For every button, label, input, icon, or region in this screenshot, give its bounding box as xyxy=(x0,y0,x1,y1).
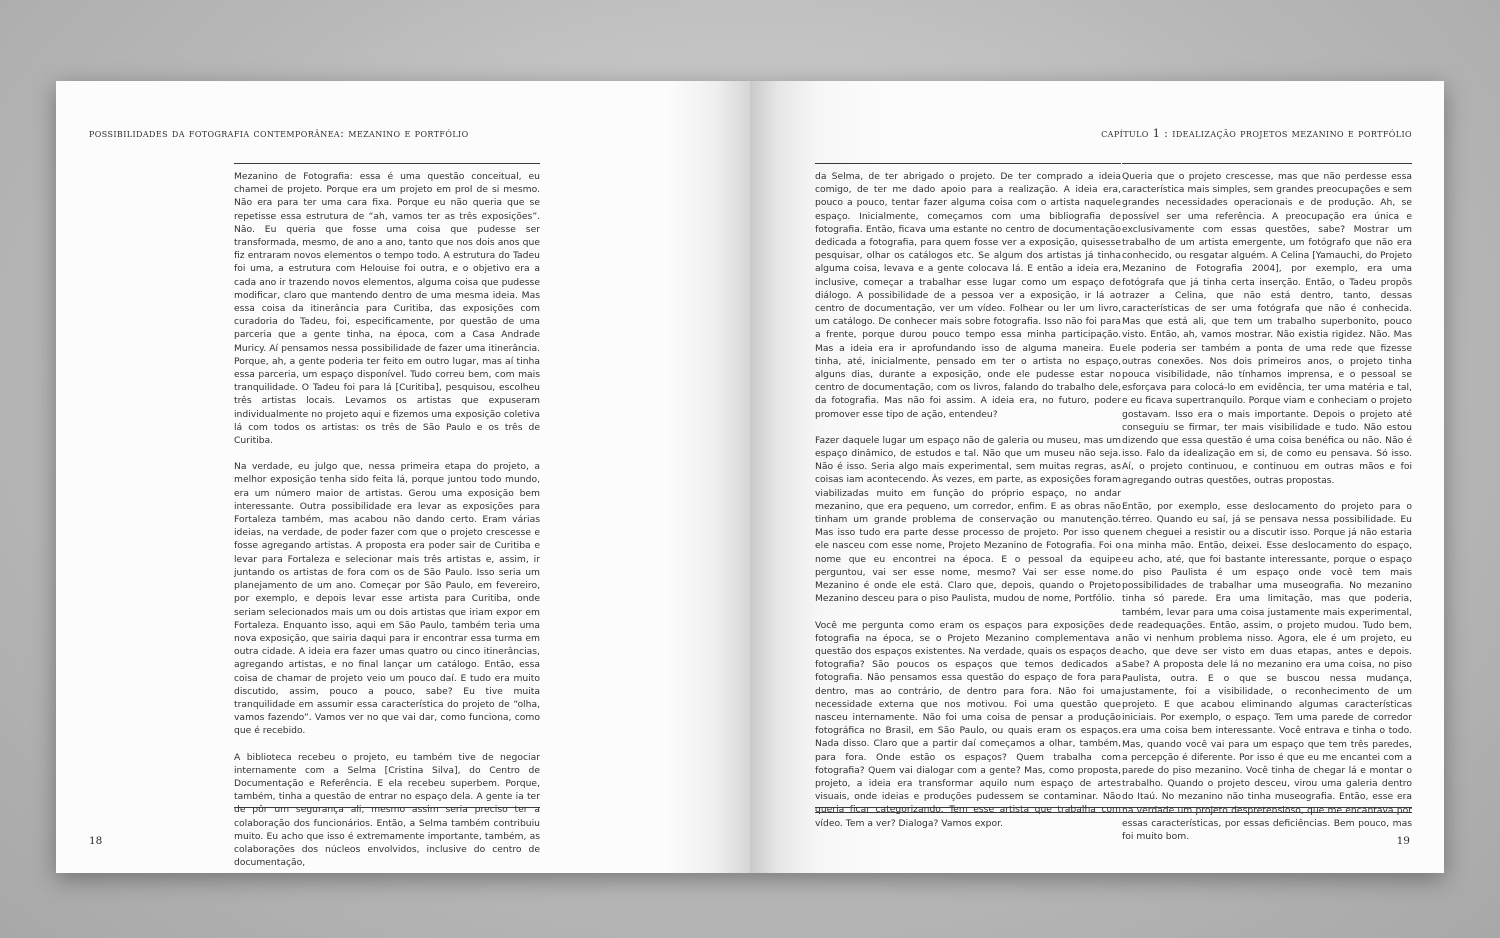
right-text-column-1 xyxy=(815,163,1121,830)
page-number-left: 18 xyxy=(89,835,103,847)
top-rule xyxy=(1122,163,1412,164)
bottom-double-rule xyxy=(815,807,1412,813)
running-header-right: capítulo 1 : idealização projetos mezanino e portfólio xyxy=(1101,127,1412,140)
paragraph: Você me pergunta como eram os espaços para exposições de fotografia na época, se o Projeto Mezanino complementava a questão dos espaços existentes. Na verdade, quais os espaços de fotografia? São poucos os espaços que temos dedicados a fotografia. Não pensamos essa questão do espaço de fora para dentro, mas ao contrário, de dentro para fora. Não foi uma necessidade externa que nos motivou. Foi uma questão que nasceu internamente. Não foi uma coisa de pensar a produção fotográfica no Brasil, em São Paulo, ou quais eram os espaços. Nada disso. Claro que a partir daí começamos a olhar, também, para fora. Onde estão os espaços? Quem trabalha com fotografia? Quem vai dialogar com a gente? Mas, como proposta, projeto, a ideia era transformar aquilo num espaço de artes visuais, onde ideias e produções pudessem se contaminar. Não queria ficar categorizando. Tem esse artista que trabalha com vídeo. Tem a ver? Dialoga? Vamos expor. xyxy=(815,619,1121,829)
paragraph: Então, por exemplo, esse deslocamento do projeto para o térreo. Quando eu saí, já se pensava nessa possibilidade. Eu nem cheguei a resistir ou a discutir isso. Porque já não estaria na minha mão. Então, deixei. Esse deslocamento do espaço, eu acho, até, que foi bastante interessante, porque o espaço do piso Paulista é um espaço onde você tem mais possibilidades de trabalhar uma museografia. No mezanino tinha só parede. Era uma limitação, mas que poderia, também, levar para uma coisa justamente mais experimental, de readequações. Então, assim, o projeto mudou. Tudo bem, não vi nenhum problema nisso. Agora, ele é um projeto, eu acho, que deve ser visto em duas etapas, antes e depois. Sabe? A proposta dele lá no mezanino era uma coisa, no piso Paulista, outra. E o que se buscou nessa mudança, justamente, foi a visibilidade, o reconhecimento de um projeto. E que acabou eliminando algumas características iniciais. Por exemplo, o espaço. Tem uma parede de corredor era uma coisa bem interessante. Você entrava e tinha o todo. Mas, quando você vai para um espaço que tem três paredes, a percepção é diferente. Por isso é que eu me encantei com a parede do piso mezanino. Você tinha de chegar lá e montar o trabalho. Quando o projeto desceu, virou uma galeria dentro do Itaú. No mezanino não tinha museografia. Então, esse era na verdade um projeto despretensioso, que me encantava por essas características, por essas deficiências. Bem pouco, mas foi muito bom. xyxy=(1122,500,1412,842)
book-spread xyxy=(56,81,1444,873)
left-text-column xyxy=(234,163,540,869)
paragraph: Mezanino de Fotografia: essa é uma questão conceitual, eu chamei de projeto. Porque era um projeto em prol de si mesmo. Não era para ter uma cara fixa. Porque eu não queria que se repetisse essa estrutura de “ah, vamos ter as três exposições”. Não. Eu queria que fosse uma coisa que pudesse ser transformada, mesmo, de ano a ano, tanto que nos dois anos que fiz entraram novos elementos o tempo todo. A estrutura do Tadeu foi uma, a estrutura com Helouise foi outra, e o objetivo era a cada ano ir trazendo novos elementos, alguma coisa que pudesse modificar, claro que mantendo dentro de uma mesma ideia. Mas essa coisa da itinerância para Curitiba, das exposições com curadoria do Tadeu, foi, especificamente, por questão de uma parceria que a gente tinha, na época, com a Casa Andrade Muricy. Aí pensamos nessa possibilidade de fazer uma itinerância. Porque, ah, a gente poderia ter feito em outro lugar, mas aí tinha essa parceria, um espaço disponível. Tudo correu bem, com mais tranquilidade. O Tadeu foi para lá [Curitiba], pesquisou, escolheu três artistas locais. Levamos os artistas que expuseram individualmente no projeto aqui e fizemos uma exposição coletiva lá com todos os artistas: os três de São Paulo e os três de Curitiba. xyxy=(234,171,540,447)
paragraph: Fazer daquele lugar um espaço não de galeria ou museu, mas um espaço dinâmico, de estudos e tal. Não que um museu não seja. Não é isso. Seria algo mais experimental, sem muitas regras, as coisas iam acontecendo. Às vezes, em parte, as exposições foram viabilizadas muito em função do próprio espaço, no andar mezanino, que era pequeno, um corredor, enfim. E as obras não tinham um grande problema de conservação ou manutenção. Mas isso tudo era parte desse processo de projeto. Por isso que ele nasceu com esse nome, Projeto Mezanino de Fotografia. Foi o nome que eu encontrei na época. E o pessoal da equipe perguntou, vai ser esse nome, mesmo? Vai ser esse nome. Mezanino é onde ele está. Claro que, depois, quando o Projeto Mezanino desceu para o piso Paulista, mudou de nome, Portfólio. xyxy=(815,434,1121,605)
top-rule xyxy=(234,163,540,164)
paragraph: da Selma, de ter abrigado o projeto. De ter comprado a ideia comigo, de ter me dado apoio para a realização. A ideia era, pouco a pouco, tentar fazer alguma coisa com o artista naquele espaço. Inicialmente, começamos com uma bibliografia de fotografia. Então, ficava uma estante no centro de documentação dedicada a fotografia, para quem fosse ver a exposição, quisesse pesquisar, olhar os catálogos etc. Se algum dos artistas já tinha alguma coisa, levava e a gente colocava lá. E então a ideia era, inclusive, começar a trabalhar esse lugar como um espaço de diálogo. A possibilidade de a pessoa ver a exposição, ir lá ao centro de documentação, ver um vídeo. Folhear ou ler um livro, um catálogo. De conhecer mais sobre fotografia. Isso não foi para a frente, porque durou pouco tempo essa minha participação. Mas a ideia era ir aprofundando isso de alguma maneira. Eu tinha, até, inicialmente, pensado em ter o artista no espaço, alguns dias, durante a exposição, onde ele pudesse estar no centro de documentação, com os livros, falando do trabalho dele, da fotografia. Mas não foi assim. A ideia era, no futuro, poder promover esse tipo de ação, entendeu? xyxy=(815,171,1121,420)
right-page xyxy=(750,81,1444,873)
page-number-right: 19 xyxy=(1396,835,1410,847)
paragraph: Na verdade, eu julgo que, nessa primeira etapa do projeto, a melhor exposição tenha sido feita lá, porque juntou todo mundo, era um número maior de artistas. Gerou uma exposição bem interessante. Outra possibilidade era levar as exposições para Fortaleza também, mas acabou não dando certo. Eram várias ideias, na verdade, de poder fazer com que o projeto crescesse e fosse agregando artistas. A proposta era poder sair de Curitiba e levar para Fortaleza e selecionar mais três artistas e, assim, ir juntando os artistas de fora com os de São Paulo. Isso seria um planejamento de um ano. Começar por São Paulo, em fevereiro, por exemplo, e depois levar esse artista para Curitiba, onde seriam selecionados mais um ou dois artistas que iriam expor em Fortaleza. Enquanto isso, aqui em São Paulo, também teria uma nova exposição, que sairia daqui para ir encontrar essa turma em outra cidade. A ideia era fazer umas quatro ou cinco itinerâncias, agregando artistas, e no final lançar um catálogo. Então, essa coisa de chamar de projeto veio um pouco daí. E tudo era muito discutido, assim, pouco a pouco, sabe? Eu tive muita tranquilidade em assumir essa característica do projeto de “olha, vamos fazendo”. Vamos ver no que vai dar, como funciona, como que é recebido. xyxy=(234,461,540,737)
bottom-rule xyxy=(234,807,540,808)
top-rule xyxy=(815,163,1121,164)
running-header-left: possibilidades da fotografia contemporânea: mezanino e portfólio xyxy=(89,127,469,140)
right-text-column-2 xyxy=(1122,163,1412,843)
paragraph: Queria que o projeto crescesse, mas que não perdesse essa característica mais simples, sem grandes preocupações e sem grandes necessidades operacionais e de produção. Ah, se possível ser uma referência. A preocupação era única e exclusivamente com essas questões, sabe? Mostrar um trabalho de um artista emergente, um fotógrafo que não era conhecido, ou resgatar alguém. A Celina [Yamauchi, do Projeto Mezanino de Fotografia 2004], por exemplo, era uma fotógrafa que já tinha certa inserção. Então, o Tadeu propôs trazer a Celina, que não está dentro, tanto, dessas características de ser uma fotógrafa que não é conhecida. Mas que está ali, que tem um trabalho superbonito, pouco visto. Então, ah, vamos mostrar. Não existia rigidez. Não. Mas ele poderia ser também a ponta de uma rede que fizesse outras conexões. Nos dois primeiros anos, o projeto tinha pouca visibilidade, não tínhamos imprensa, e o pessoal se esforçava para colocá-lo em evidência, ter uma matéria e tal, e eu ficava supertranquilo. Porque viam e conheciam o projeto gostavam. Isso era o mais importante. Depois o projeto até conseguiu se firmar, ter mais visibilidade e tudo. Não estou dizendo que essa questão é uma coisa benéfica ou não. Não é isso. Falo da idealização em si, de como eu pensava. Só isso. Aí, o projeto continuou, e continuou em outras mãos e foi agregando outras questões, outras propostas. xyxy=(1122,171,1412,486)
left-page xyxy=(56,81,750,873)
paragraph: A biblioteca recebeu o projeto, eu também tive de negociar internamente com a Selma [Cristina Silva], do Centro de Documentação e Referência. E ela recebeu superbem. Porque, também, tinha a questão de entrar no espaço dela. A gente ia ter de pôr um segurança ali, mesmo assim seria preciso ter a colaboração dos funcionários. Então, a Selma também contribuiu muito. Eu acho que isso é extremamente importante, também, as colaborações dos núcleos envolvidos, inclusive do centro de documentação, xyxy=(234,751,540,869)
